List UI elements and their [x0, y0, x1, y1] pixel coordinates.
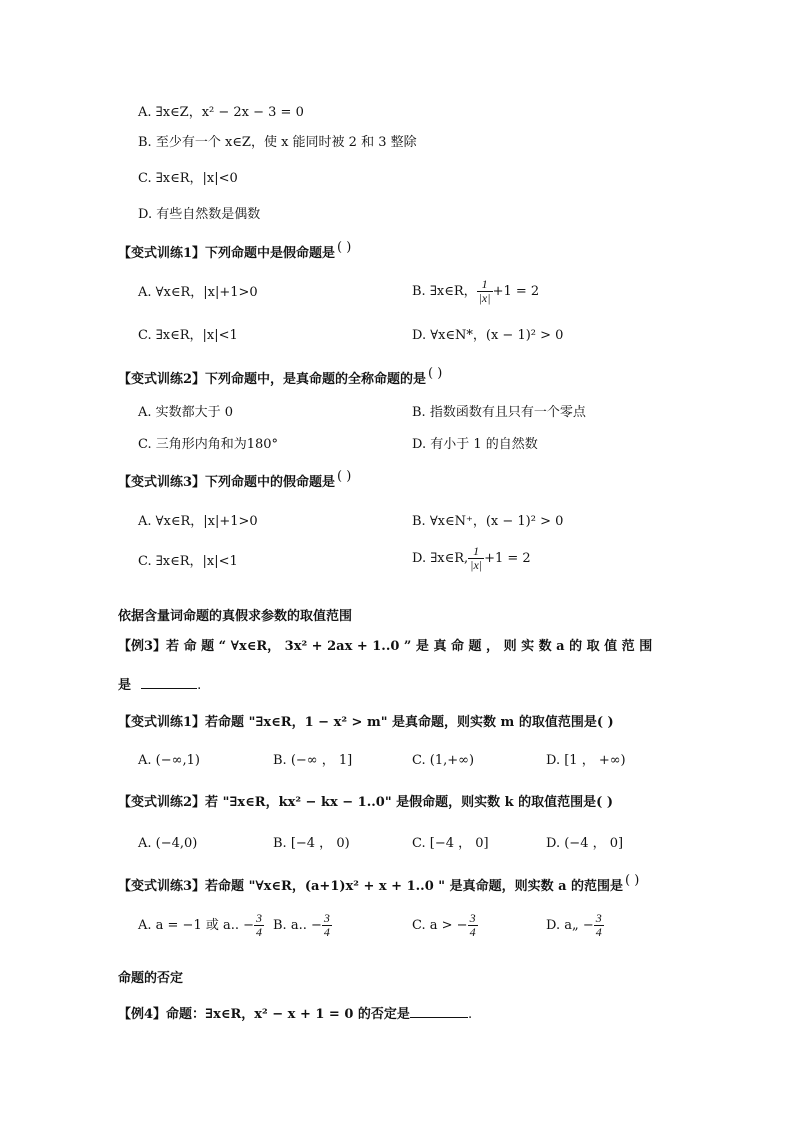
training1-option-a: A. ∀x∈R，|x|+1>0 — [138, 285, 258, 300]
variant2-option-a: A. (−4,0) — [138, 836, 198, 851]
variant3-option-b-fraction — [322, 912, 332, 939]
variant2-option-b: B. [−4 ， 0) — [273, 836, 350, 851]
fraction-denominator: |x| — [470, 558, 483, 572]
variant2-stem: 【变式训练2】若 "∃x∈R，kx² − kx − 1..0" 是假命题，则实数 k 的取值范围是( ) — [118, 795, 614, 810]
variant1-option-b: B. (−∞ ， 1] — [273, 753, 353, 768]
training1-option-b-post: +1 = 2 — [492, 284, 540, 299]
training3-option-d-post: +1 = 2 — [484, 551, 531, 566]
training2-option-b: B. 指数函数有且只有一个零点 — [412, 405, 586, 420]
variant3-option-a-fraction — [254, 912, 264, 939]
training1-text: 【变式训练1】下列命题中是假命题是 — [118, 246, 336, 261]
training1-option-d: D. ∀x∈N*，(x − 1)² > 0 — [412, 328, 564, 343]
variant2-option-c: C. [−4 ， 0] — [412, 836, 489, 851]
example4-text: 【例4】命题：∃x∈R，x² − x + 1 = 0 的否定是 — [118, 1007, 410, 1022]
training2-stem — [118, 366, 443, 389]
fraction-denominator: 4 — [323, 925, 330, 939]
fraction-numerator: 1 — [468, 545, 484, 559]
variant3-option-d-pre: D. a„ − — [546, 918, 594, 933]
training1-option-b-fraction — [477, 278, 493, 305]
variant3-option-d-fraction — [594, 912, 604, 939]
training3-option-d-fraction — [468, 545, 484, 572]
variant3-answer-paren: ( ) — [625, 873, 640, 888]
training2-option-d: D. 有小于 1 的自然数 — [412, 437, 538, 452]
training1-option-b — [412, 278, 539, 305]
prev-option-d: D. 有些自然数是偶数 — [138, 207, 261, 222]
training3-option-b: B. ∀x∈N⁺，(x − 1)² > 0 — [412, 514, 564, 529]
variant3-option-d — [546, 912, 604, 939]
example4-stem — [118, 1005, 472, 1024]
fraction-denominator: 4 — [256, 925, 263, 939]
variant1-option-d: D. [1 ， +∞) — [546, 753, 626, 768]
answer-blank[interactable] — [141, 676, 197, 689]
training3-option-c: C. ∃x∈R，|x|<1 — [138, 554, 238, 569]
fraction-numerator: 1 — [477, 278, 493, 292]
variant1-stem: 【变式训练1】若命题 "∃x∈R，1 − x² > m" 是真命题，则实数 m 的取值范围是( ) — [118, 715, 614, 730]
prev-option-c: C. ∃x∈R，|x|<0 — [138, 171, 238, 186]
section-title-parameter-range: 依据含量词命题的真假求参数的取值范围 — [118, 609, 353, 624]
fraction-denominator: 4 — [469, 925, 476, 939]
training2-option-c: C. 三角形内角和为180° — [138, 437, 279, 452]
variant3-stem — [118, 873, 640, 896]
fraction-numerator: 3 — [323, 911, 330, 925]
training2-option-a: A. 实数都大于 0 — [138, 405, 234, 420]
example3-line2-pre: 是 — [118, 678, 132, 693]
fraction-numerator: 3 — [595, 911, 602, 925]
training3-stem — [118, 469, 352, 492]
section-title-negation: 命题的否定 — [118, 971, 184, 986]
training1-option-b-pre: B. ∃x∈R， — [412, 284, 477, 299]
answer-blank[interactable] — [410, 1005, 468, 1018]
variant2-option-d: D. (−4 ， 0] — [546, 836, 624, 851]
example4-post: . — [467, 1007, 473, 1022]
fraction-denominator: |x| — [478, 291, 491, 305]
variant3-option-c — [412, 912, 478, 939]
fraction-numerator: 3 — [469, 911, 476, 925]
training3-option-a: A. ∀x∈R，|x|+1>0 — [138, 514, 258, 529]
variant3-text: 【变式训练3】若命题 "∀x∈R，(a+1)x² + x + 1..0 " 是真命题，则实数 a 的范围是 — [118, 879, 624, 894]
training3-text: 【变式训练3】下列命题中的假命题是 — [118, 475, 336, 490]
training3-answer-paren: ( ) — [337, 469, 352, 484]
fraction-denominator: 4 — [595, 925, 602, 939]
training2-answer-paren: ( ) — [428, 366, 443, 381]
fraction-numerator: 3 — [256, 911, 263, 925]
training1-option-c: C. ∃x∈R，|x|<1 — [138, 328, 238, 343]
variant1-option-c: C. (1,+∞) — [412, 753, 475, 768]
variant3-option-a-pre: A. a = −1 或 a.. − — [138, 918, 255, 933]
variant3-option-a — [138, 912, 264, 939]
training3-option-d — [412, 545, 531, 572]
variant3-option-b — [273, 912, 332, 939]
variant3-option-c-pre: C. a > − — [412, 918, 468, 933]
example3-line2 — [118, 676, 201, 695]
prev-option-b: B. 至少有一个 x∈Z，使 x 能同时被 2 和 3 整除 — [138, 135, 417, 150]
training1-stem — [118, 240, 352, 263]
training2-text: 【变式训练2】下列命题中，是真命题的全称命题的是 — [118, 372, 427, 387]
example3-line1: 【例3】若 命 题 “ ∀x∈R， 3x² + 2ax + 1..0 ” 是 真 命 题 ， 则 实 数 a 的 取 值 范 围 — [118, 639, 653, 654]
variant1-option-a: A. (−∞,1) — [138, 753, 200, 768]
training1-answer-paren: ( ) — [337, 240, 352, 255]
training3-option-d-pre: D. ∃x∈R, — [412, 551, 469, 566]
variant3-option-c-fraction — [468, 912, 478, 939]
variant3-option-b-pre: B. a.. − — [273, 918, 322, 933]
example3-line2-post: . — [197, 678, 202, 693]
prev-option-a: A. ∃x∈Z，x² − 2x − 3 = 0 — [138, 105, 304, 120]
